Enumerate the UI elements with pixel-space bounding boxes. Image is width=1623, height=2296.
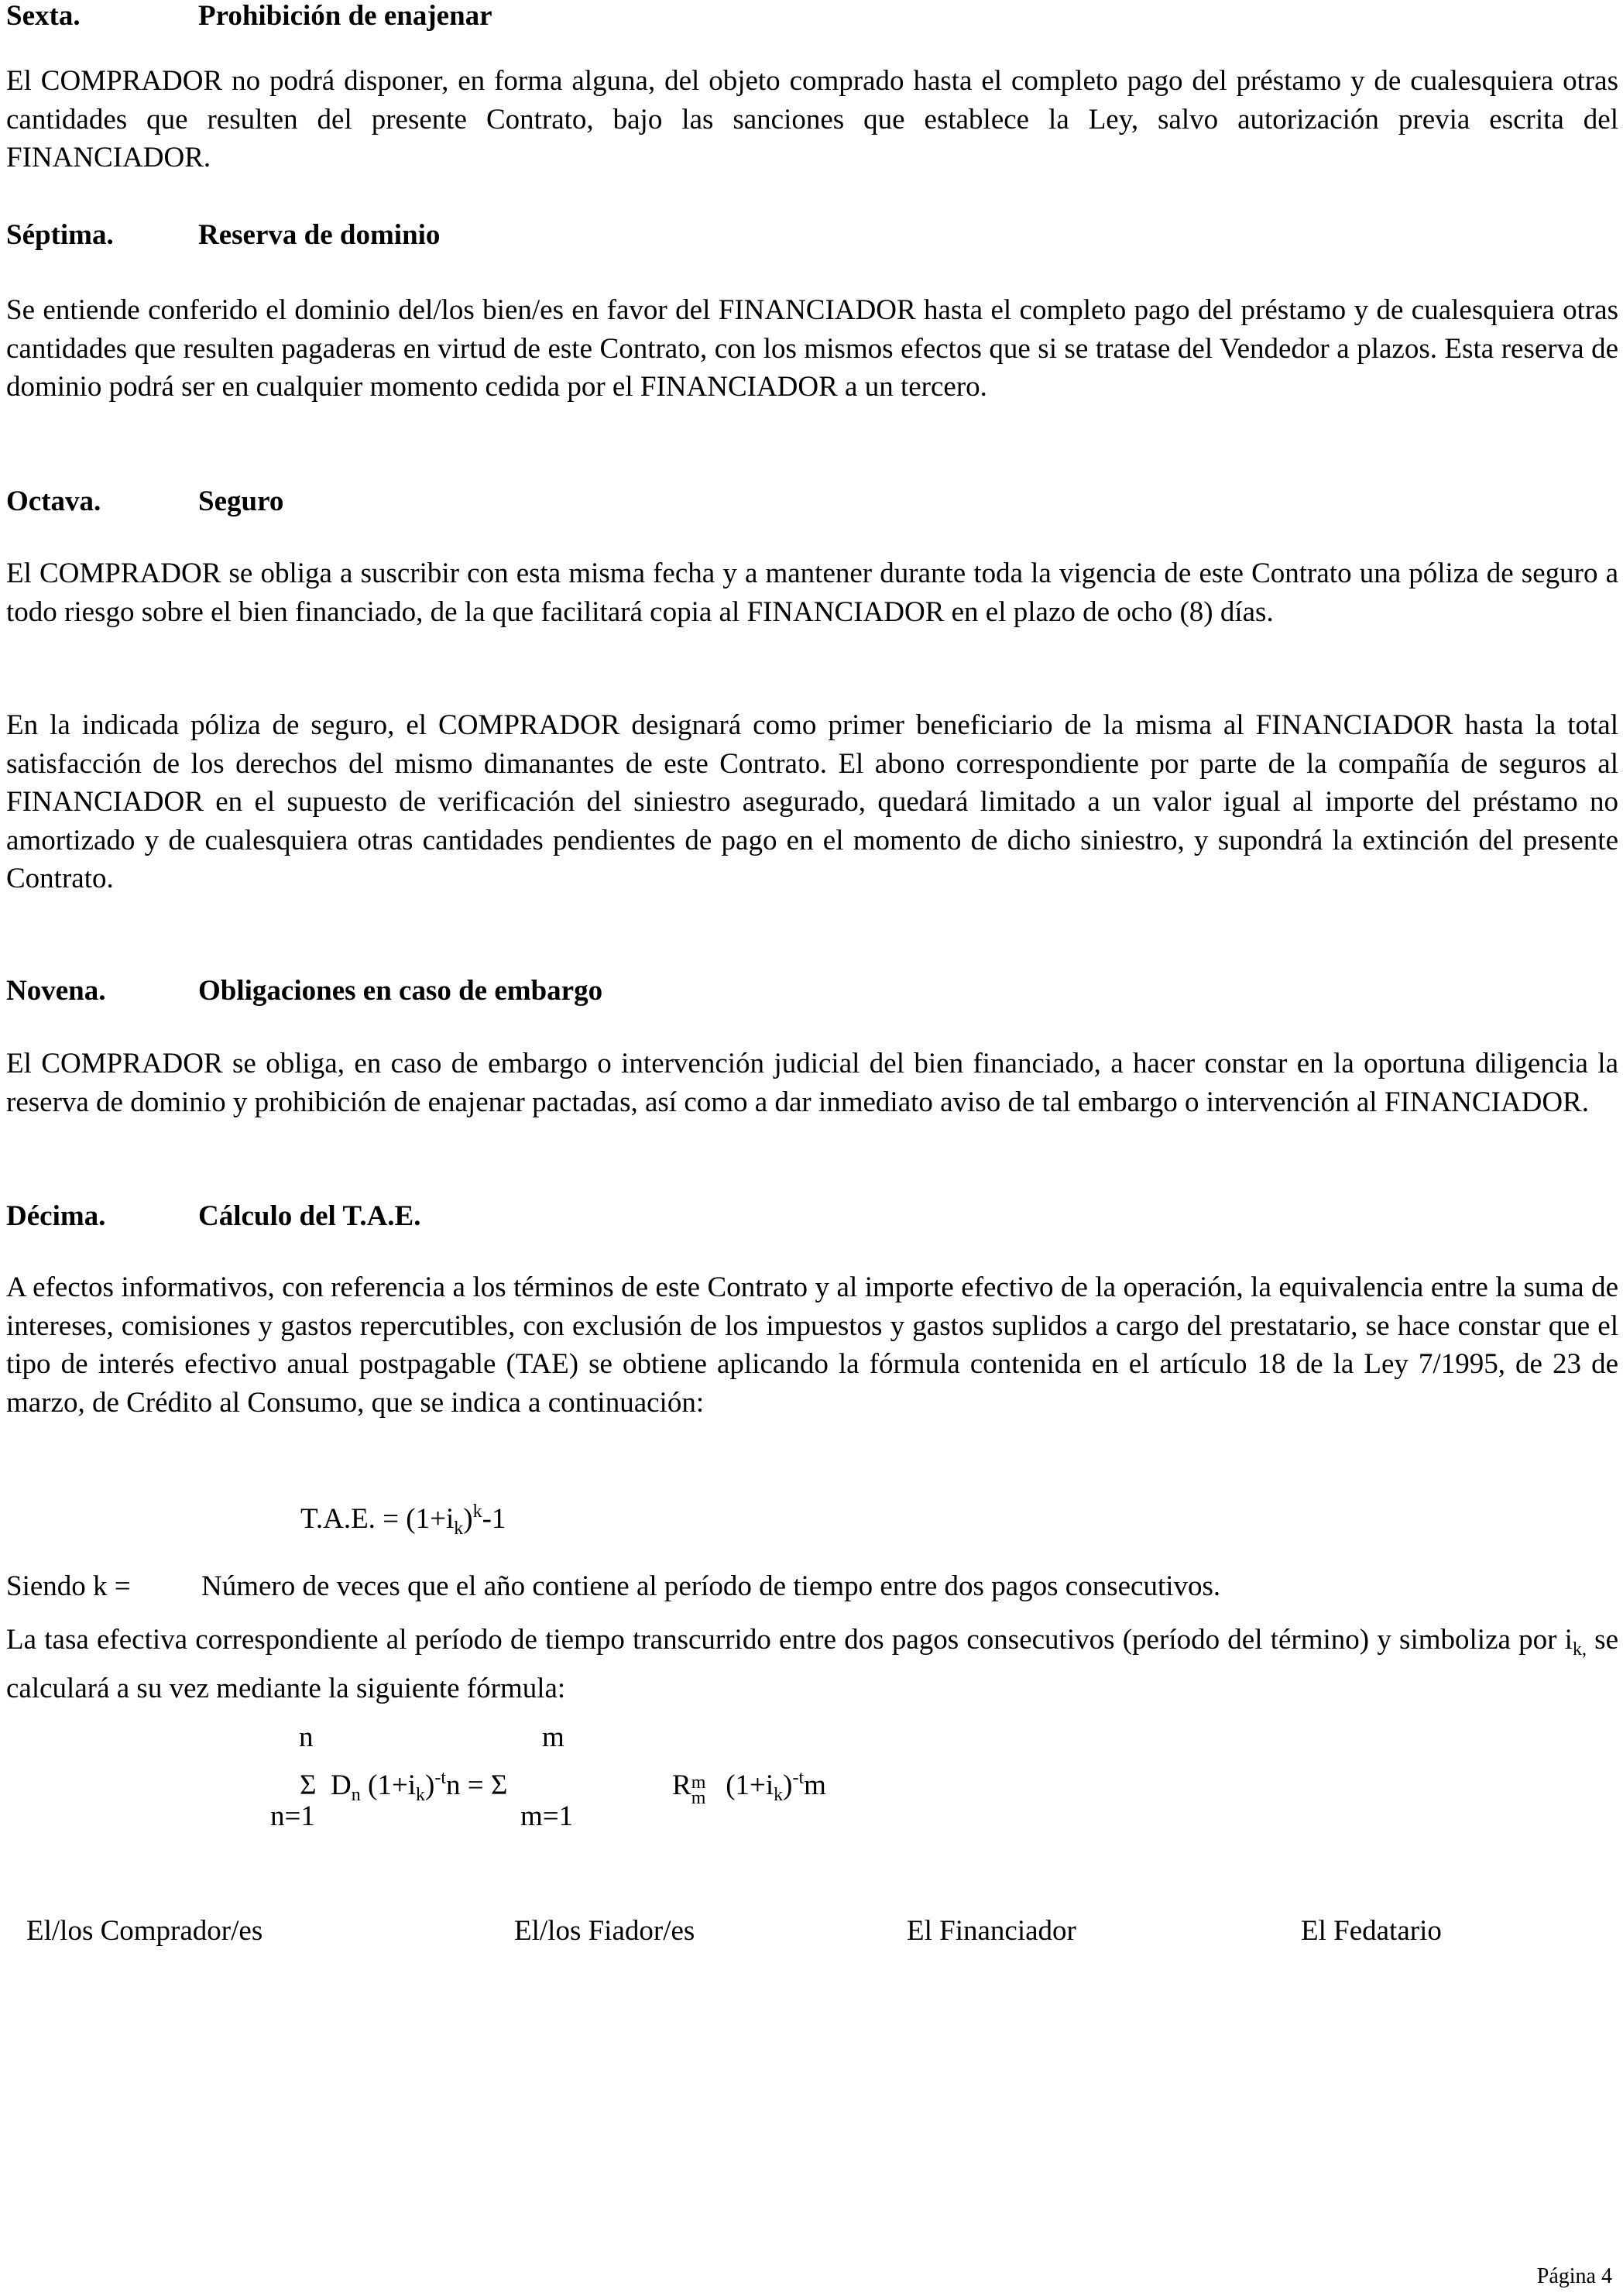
- siendo-text: Número de veces que el año contiene al período de tiempo entre dos pagos consecutivos.: [201, 1570, 1221, 1602]
- tasa-paragraph: La tasa efectiva correspondiente al período de tiempo transcurrido entre dos pagos consecutivos (período del término) y simboliza por $i_{k,}$ se calculará a su vez mediante la siguiente fórmula:: [6, 1624, 1618, 1704]
- section-title: Cálculo del T.A.E.: [198, 1200, 421, 1232]
- signature-fiador: El/los Fiador/es: [514, 1915, 695, 1947]
- section-number: Novena.: [6, 975, 106, 1007]
- section-title: Reserva de dominio: [198, 219, 441, 251]
- section-number: Décima.: [6, 1200, 106, 1232]
- section-title: Prohibición de enajenar: [198, 0, 492, 32]
- section-number: Sexta.: [6, 0, 81, 32]
- paragraph: Se entiende conferido el dominio del/los bien/es en favor del FINANCIADOR hasta el completo pago del préstamo y de cualesquiera otras cantidades que resulten pagaderas en virtud de este Contrato, con los mismos efectos que si se tratase del Vendedor a plazos. Esta reserva de dominio podrá ser en cualquier momento cedida por el FINANCIADOR a un tercero.: [6, 294, 1618, 403]
- signature-financiador: El Financiador: [907, 1915, 1076, 1947]
- sum-m-top: m: [542, 1721, 564, 1753]
- sum-n-top: n: [299, 1721, 314, 1753]
- section-heading-octava: [6, 486, 283, 518]
- signature-fedatario: El Fedatario: [1301, 1915, 1442, 1947]
- paragraph: El COMPRADOR se obliga a suscribir con esta misma fecha y a mantener durante toda la vigencia de este Contrato una póliza de seguro a todo riesgo sobre el bien financiado, de la que facilitará copia al FINANCIADOR en el plazo de ocho (8) días.: [6, 558, 1618, 628]
- sum-rhs: R m m $(1+i_k)^{-t}m$: [672, 1768, 826, 1808]
- signature-comprador: El/los Comprador/es: [26, 1915, 263, 1947]
- paragraph: En la indicada póliza de seguro, el COMPRADOR designará como primer beneficiario de la misma al FINANCIADOR hasta la total satisfacción de los derechos del mismo dimanantes de este Contrato. El abono correspondiente por parte de la compañía de seguros al FINANCIADOR en el supuesto de verificación del siniestro asegurado, quedará limitado a un valor igual al importe del préstamo no amortizado y de cualesquiera otras cantidades pendientes de pago en el momento de dicho siniestro, y supondrá la extinción del presente Contrato.: [6, 709, 1618, 894]
- section-heading-sexta: [6, 0, 492, 33]
- sum-lhs: Σ $D_n$ $(1+i_k)^{-t}n = \Sigma$: [300, 1768, 508, 1805]
- siendo-label: Siendo k =: [6, 1570, 131, 1602]
- section-number: Octava.: [6, 486, 101, 517]
- section-title: Obligaciones en caso de embargo: [198, 975, 603, 1007]
- paragraph: El COMPRADOR no podrá disponer, en forma alguna, del objeto comprado hasta el completo pago del préstamo y de cualesquiera otras cantidades que resulten del presente Contrato, bajo las sanciones que establece la Ley, salvo autorización previa escrita del FINANCIADOR.: [6, 65, 1618, 173]
- section-heading-novena: [6, 975, 602, 1007]
- page-number: Página 4: [1536, 2264, 1612, 2288]
- paragraph: A efectos informativos, con referencia a los términos de este Contrato y al importe efectivo de la operación, la equivalencia entre la suma de intereses, comisiones y gastos repercutibles, con exclusión de los impuestos y gastos suplidos a cargo del prestatario, se hace constar que el tipo de interés efectivo anual postpagable (TAE) se obtiene aplicando la fórmula contenida en el artículo 18 de la Ley 7/1995, de 23 de marzo, de Crédito al Consumo, que se indica a continuación:: [6, 1272, 1618, 1419]
- sum-m-bottom: m=1: [520, 1800, 574, 1832]
- paragraph: El COMPRADOR se obliga, en caso de embargo o intervención judicial del bien financiado, a hacer constar en la oportuna diligencia la reserva de dominio y prohibición de enajenar pactadas, así como a dar inmediato aviso de tal embargo o intervención al FINANCIADOR.: [6, 1048, 1618, 1118]
- section-number: Séptima.: [6, 219, 114, 251]
- section-heading-decima: [6, 1200, 420, 1233]
- document-page: [6, 0, 1618, 2296]
- sum-n-bottom: n=1: [270, 1800, 315, 1832]
- section-title: Seguro: [198, 486, 284, 517]
- tae-formula: T.A.E. = $(1+i_k)^k-1$: [300, 1501, 506, 1539]
- section-heading-septima: [6, 219, 440, 252]
